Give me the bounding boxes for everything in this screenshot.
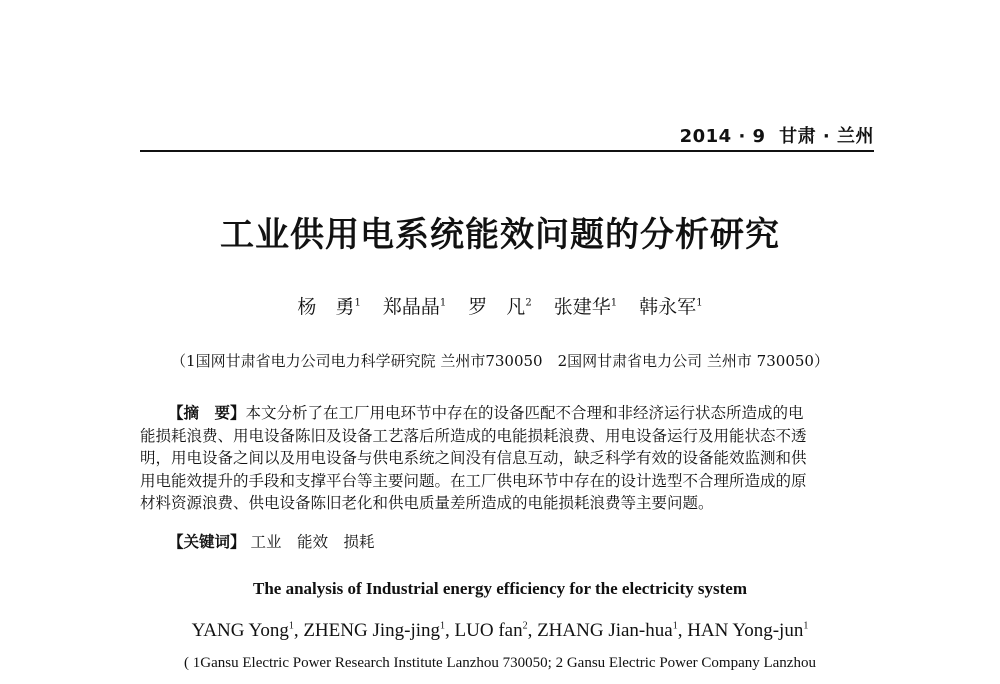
- affiliation-cn: （1国网甘肃省电力公司电力科学研究院 兰州市730050 2国网甘肃省电力公司 兰州市 730050）: [171, 352, 829, 370]
- header-rule: [140, 150, 874, 152]
- author-cn: 韩永军$^1$: [639, 296, 703, 318]
- author-cn: 郑晶晶$^1$: [382, 296, 447, 318]
- author-en: YANG Yong$^1$: [191, 620, 294, 641]
- conference-location: 甘肃 · 兰州: [779, 126, 874, 147]
- author-en: LUO fan$^2$: [454, 620, 528, 641]
- abstract-cn: [140, 402, 874, 515]
- abstract-line: 能损耗浪费、用电设备陈旧及设备工艺落后所造成的电能损耗浪费、用电设备运行及用能状态不透: [140, 426, 807, 445]
- author-cn: 罗 凡$^2$: [468, 296, 532, 318]
- affiliation-en: ( 1Gansu Electric Power Research Institute Lanzhou 730050; 2 Gansu Electric Power Company Lanzhou: [184, 655, 816, 671]
- author-en: ZHANG Jian-hua$^1$: [537, 620, 678, 641]
- authors-cn: [0, 292, 1000, 319]
- abstract-line: 明，用电设备之间以及用电设备与供电系统之间没有信息互动，缺乏科学有效的设备能效监测和供: [140, 449, 807, 467]
- authors-en: YANG Yong$^1$, ZHENG Jing-jing$^1$, LUO fan$^2$, ZHANG Jian-hua$^1$, HAN Yong-jun$^1$: [191, 620, 809, 641]
- keywords-cn: [168, 530, 374, 552]
- author-cn: 杨 勇$^1$: [297, 296, 361, 318]
- author-cn: 张建华$^1$: [553, 296, 618, 318]
- journal-header: [140, 122, 874, 148]
- keywords-text: 工业 能效 损耗: [250, 533, 375, 551]
- keywords-label: 【关键词】: [168, 533, 246, 551]
- abstract-label: 【摘 要】: [168, 404, 246, 422]
- paper-title: 工业供用电系统能效问题的分析研究: [220, 215, 780, 255]
- issue-date: 2014 · 9: [679, 126, 766, 147]
- paper-title-en: The analysis of Industrial energy efficiency for the electricity system: [252, 579, 747, 598]
- author-en: HAN Yong-jun$^1$: [687, 620, 809, 641]
- abstract-line: 【摘 要】本文分析了在工厂用电环节中存在的设备匹配不合理和非经济运行状态所造成的电: [168, 404, 804, 422]
- author-en: ZHENG Jing-jing$^1$: [303, 620, 446, 641]
- abstract-line: 用电能效提升的手段和支撑平台等主要问题。在工厂供电环节中存在的设计选型不合理所造成的原: [140, 471, 807, 490]
- abstract-line: 材料资源浪费、供电设备陈旧老化和供电质量差所造成的电能损耗浪费等主要问题。: [140, 494, 714, 512]
